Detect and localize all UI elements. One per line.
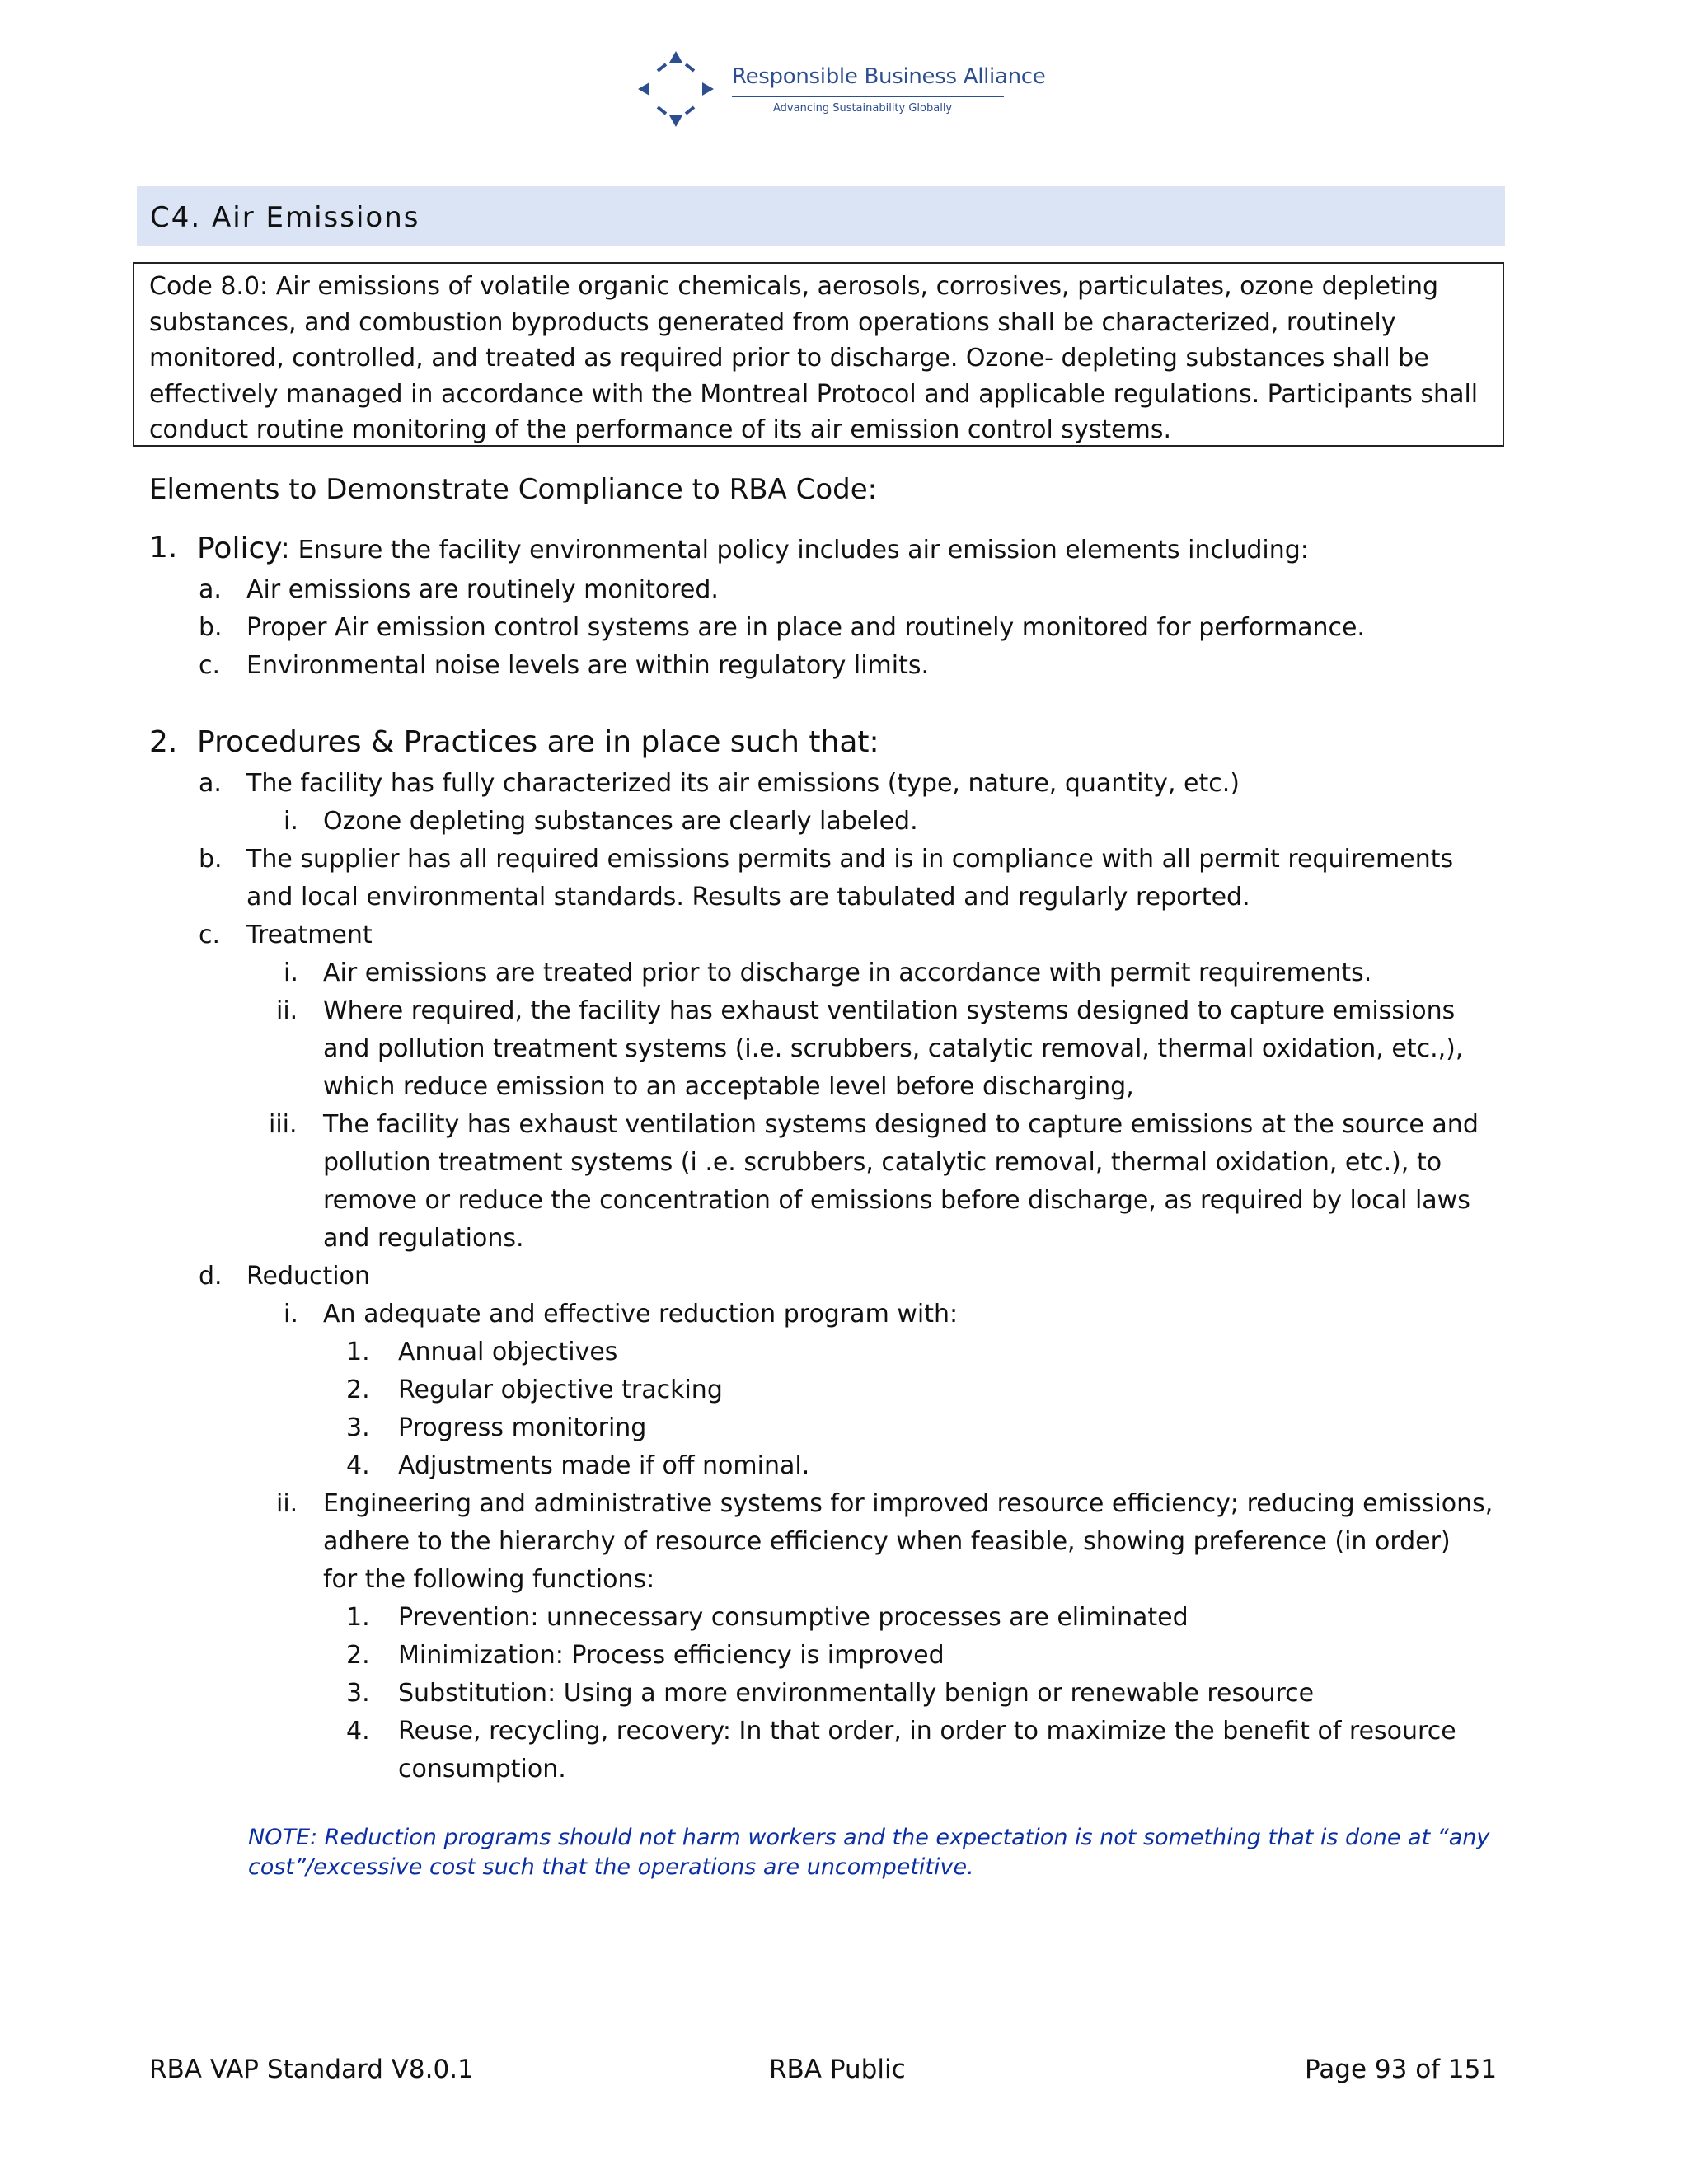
- rba-logo: [635, 48, 1046, 130]
- list-item: Annual objectives: [398, 1338, 618, 1366]
- footer-page-number: Page 93 of 151: [1305, 2055, 1498, 2084]
- list-item: Progress monitoring: [398, 1413, 647, 1442]
- list-marker: 2.: [346, 1641, 370, 1670]
- list-item-continued: remove or reduce the concentration of emissions before discharge, as required by local laws: [323, 1186, 1470, 1215]
- list-item: Ozone depleting substances are clearly labeled.: [323, 807, 918, 836]
- footer-document-name: RBA VAP Standard V8.0.1: [149, 2055, 474, 2084]
- list-marker: ii.: [276, 996, 298, 1025]
- list-item-continued: and local environmental standards. Results are tabulated and regularly reported.: [246, 883, 1250, 912]
- compass-arrows-icon: [635, 48, 717, 130]
- logo-tagline: Advancing Sustainability Globally: [773, 102, 953, 115]
- list-item-procedures: Procedures & Practices are in place such that:: [197, 725, 879, 759]
- list-marker: 1.: [346, 1338, 370, 1366]
- list-item: An adequate and effective reduction program with:: [323, 1300, 959, 1329]
- note-line: NOTE: Reduction programs should not harm workers and the expectation is not something that is done at “any: [248, 1825, 1490, 1850]
- list-item-continued: consumption.: [398, 1755, 566, 1783]
- reduction-note: [248, 1823, 1489, 1882]
- list-item-continued: pollution treatment systems (i .e. scrubbers, catalytic removal, thermal oxidation, etc.), to: [323, 1148, 1442, 1177]
- list-item: Reduction: [246, 1262, 370, 1291]
- list-item: The supplier has all required emissions permits and is in compliance with all permit requirements: [246, 845, 1454, 874]
- list-item: Proper Air emission control systems are in place and routinely monitored for performance.: [246, 613, 1365, 642]
- list-item: Air emissions are routinely monitored.: [246, 575, 719, 604]
- list-item: Engineering and administrative systems for improved resource efficiency; reducing emissions,: [323, 1489, 1493, 1518]
- list-item: Environmental noise levels are within regulatory limits.: [246, 651, 930, 680]
- list-marker: b.: [199, 845, 223, 874]
- section-header-bar: [137, 186, 1505, 246]
- note-line: cost”/excessive cost such that the operations are uncompetitive.: [248, 1854, 974, 1880]
- list-item: Substitution: Using a more environmentally benign or renewable resource: [398, 1679, 1315, 1708]
- list-marker: c.: [199, 651, 221, 680]
- list-item: Treatment: [246, 921, 373, 949]
- list-marker: ii.: [276, 1489, 298, 1518]
- list-item: The facility has fully characterized its air emissions (type, nature, quantity, etc.): [246, 769, 1240, 798]
- list-marker: a.: [199, 575, 222, 604]
- logo-divider: [732, 96, 1004, 97]
- list-marker: 4.: [346, 1451, 370, 1480]
- policy-text: Ensure the facility environmental policy includes air emission elements including:: [298, 536, 1309, 565]
- list-item-policy: [197, 530, 1309, 569]
- list-marker: iii.: [269, 1110, 298, 1139]
- list-item: Where required, the facility has exhaust ventilation systems designed to capture emissions: [323, 996, 1456, 1025]
- section-title: C4. Air Emissions: [150, 201, 420, 234]
- list-marker: 1.: [149, 531, 178, 565]
- code-statement-box: [133, 262, 1504, 447]
- list-item-continued: which reduce emission to an acceptable level before discharging,: [323, 1072, 1134, 1101]
- list-marker: 1.: [346, 1603, 370, 1632]
- footer-classification: RBA Public: [769, 2055, 906, 2084]
- list-marker: c.: [199, 921, 221, 949]
- list-marker: 3.: [346, 1413, 370, 1442]
- list-marker: i.: [284, 1300, 298, 1329]
- list-marker: b.: [199, 613, 223, 642]
- list-marker: 4.: [346, 1717, 370, 1746]
- policy-label: Policy:: [197, 532, 291, 565]
- elements-heading: Elements to Demonstrate Compliance to RBA Code:: [149, 473, 878, 506]
- list-marker: d.: [199, 1262, 223, 1291]
- list-item: Regular objective tracking: [398, 1376, 723, 1404]
- list-marker: 2.: [346, 1376, 370, 1404]
- list-marker: 2.: [149, 725, 178, 759]
- list-item-continued: and regulations.: [323, 1224, 524, 1253]
- list-item-continued: and pollution treatment systems (i.e. scrubbers, catalytic removal, thermal oxidation, etc.,),: [323, 1034, 1464, 1063]
- list-item: The facility has exhaust ventilation systems designed to capture emissions at the source and: [323, 1110, 1479, 1139]
- list-item: Prevention: unnecessary consumptive processes are eliminated: [398, 1603, 1189, 1632]
- list-item-continued: adhere to the hierarchy of resource efficiency when feasible, showing preference (in order): [323, 1527, 1451, 1556]
- list-marker: 3.: [346, 1679, 370, 1708]
- logo-name: Responsible Business Alliance: [732, 64, 1046, 89]
- list-item: Air emissions are treated prior to discharge in accordance with permit requirements.: [323, 958, 1372, 987]
- list-marker: i.: [284, 958, 298, 987]
- list-item-continued: for the following functions:: [323, 1565, 655, 1594]
- code-statement-text: Code 8.0: Air emissions of volatile organic chemicals, aerosols, corrosives, particulates, ozone depleting substances, and combustion byproducts generated from operations shall be characterized, routinely monitored, controlled, and treated as required prior to discharge. Ozone- depleting substances shall be effectively managed in accordance with the Montreal Protocol and applicable regulations. Participants shall conduct routine monitoring of the performance of its air emission control systems.: [149, 272, 1479, 444]
- list-item: Adjustments made if off nominal.: [398, 1451, 810, 1480]
- list-item: Reuse, recycling, recovery: In that order, in order to maximize the benefit of resource: [398, 1717, 1456, 1746]
- list-marker: a.: [199, 769, 222, 798]
- list-marker: i.: [284, 807, 298, 836]
- list-item: Minimization: Process efficiency is improved: [398, 1641, 945, 1670]
